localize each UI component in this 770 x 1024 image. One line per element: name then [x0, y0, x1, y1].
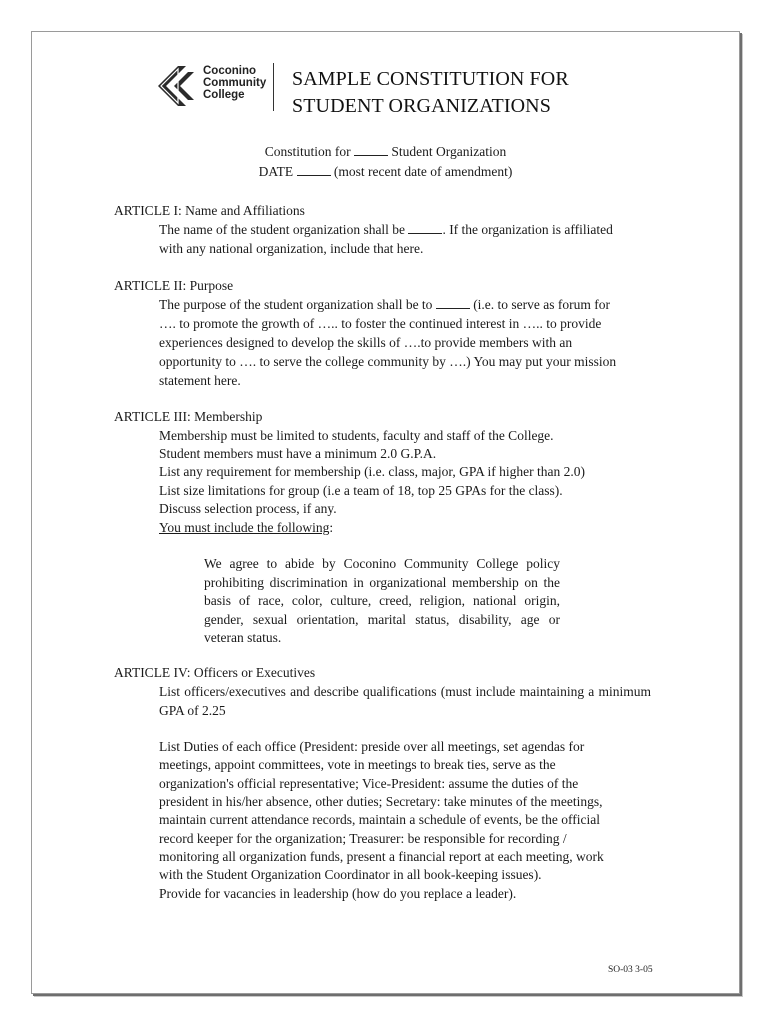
- article-4-heading: ARTICLE IV: Officers or Executives: [114, 665, 316, 680]
- article-1-name-blank: [408, 222, 442, 234]
- article-4-duties-line-2: meetings, appoint committees, vote in meetings to break ties, serve as the: [159, 757, 556, 772]
- article-1-line-1-suffix: . If the organization is affiliated: [442, 222, 613, 237]
- article-2-line-1-suffix: (i.e. to serve as forum for: [473, 297, 611, 312]
- article-4-duties-line-5: maintain current attendance records, maintain a schedule of events, be the official: [159, 812, 600, 827]
- date-suffix: (most recent date of amendment): [333, 164, 513, 179]
- title-line-1: SAMPLE CONSTITUTION FOR: [292, 68, 569, 90]
- constitution-prefix: Constitution for: [264, 144, 351, 159]
- article-1-line-1: [159, 221, 613, 240]
- logo-line-3: College: [203, 89, 245, 101]
- article-4-duties-line-9: Provide for vacancies in leadership (how do you replace a leader).: [159, 886, 517, 901]
- article-1-heading: ARTICLE I: Name and Affiliations: [114, 203, 305, 218]
- must-include-text: You must include the following: [159, 520, 330, 535]
- form-code: SO-03 3-05: [608, 965, 653, 975]
- article-2-line-1-prefix: The purpose of the student organization shall be to: [159, 297, 433, 312]
- logo-line-2: Community: [203, 77, 267, 89]
- college-logo: [156, 62, 306, 114]
- article-2-purpose-blank: [436, 297, 470, 309]
- article-1-line-1-prefix: The name of the student organization shall be: [159, 222, 406, 237]
- document-title: [292, 66, 569, 120]
- date-prefix: DATE: [258, 164, 294, 179]
- article-4-duties-line-6: record keeper for the organization; Treasurer: be responsible for recording /: [159, 831, 567, 846]
- article-3-line-5: Discuss selection process, if any.: [159, 501, 337, 516]
- organization-name-blank: [354, 144, 388, 156]
- must-include-colon: :: [329, 520, 334, 535]
- title-line-2: STUDENT ORGANIZATIONS: [292, 95, 551, 117]
- article-2-line-3: experiences designed to develop the skills of ….to provide members with an: [159, 335, 573, 350]
- date-line: [32, 163, 739, 181]
- article-4-duties-line-1: List Duties of each office (President: preside over all meetings, set agendas for: [159, 739, 585, 754]
- logo-text: [203, 65, 266, 101]
- logo-line-1: Coconino: [203, 65, 257, 77]
- constitution-for-line: [32, 143, 739, 161]
- article-1-line-2: with any national organization, include that here.: [159, 241, 424, 256]
- non-discrimination-policy: We agree to abide by Coconino Community College policy prohibiting discrimination in organizational membership on the basis of race, color, culture, creed, religion, national origin, gender, sexual orientation, marital status, disability, age or veteran status.: [204, 556, 560, 646]
- article-2-line-2: …. to promote the growth of ….. to foster the continued interest in ….. to provide: [159, 316, 602, 331]
- article-2-line-5: statement here.: [159, 373, 241, 388]
- constitution-suffix: Student Organization: [391, 144, 507, 159]
- document-page: [31, 31, 740, 994]
- article-3-line-1: Membership must be limited to students, faculty and staff of the College.: [159, 428, 554, 443]
- article-4-paragraph-1: List officers/executives and describe qualifications (must include maintaining a minimum GPA of 2.25: [159, 684, 651, 718]
- article-3-line-2: Student members must have a minimum 2.0 G.P.A.: [159, 446, 437, 461]
- article-4-duties-line-3: organization's official representative; Vice-President: assume the duties of the: [159, 776, 579, 791]
- article-3-line-4: List size limitations for group (i.e a team of 18, top 25 GPAs for the class).: [159, 483, 563, 498]
- article-4-duties-line-4: president in his/her absence, other duties; Secretary: take minutes of the meetings,: [159, 794, 603, 809]
- article-2-line-4: opportunity to …. to serve the college community by ….) You may put your mission: [159, 354, 617, 369]
- article-2-heading: ARTICLE II: Purpose: [114, 278, 234, 293]
- college-chevron-logo-icon: [156, 66, 200, 106]
- article-4-duties-line-8: with the Student Organization Coordinator in all book-keeping issues).: [159, 867, 542, 882]
- article-3-must-include: [159, 519, 333, 538]
- article-4-duties-line-7: monitoring all organization funds, present a financial report at each meeting, work: [159, 849, 604, 864]
- article-3-line-3: List any requirement for membership (i.e. class, major, GPA if higher than 2.0): [159, 464, 585, 479]
- date-blank: [297, 164, 331, 176]
- logo-divider: [273, 63, 274, 111]
- article-2-line-1: [159, 296, 610, 315]
- article-3-heading: ARTICLE III: Membership: [114, 409, 263, 424]
